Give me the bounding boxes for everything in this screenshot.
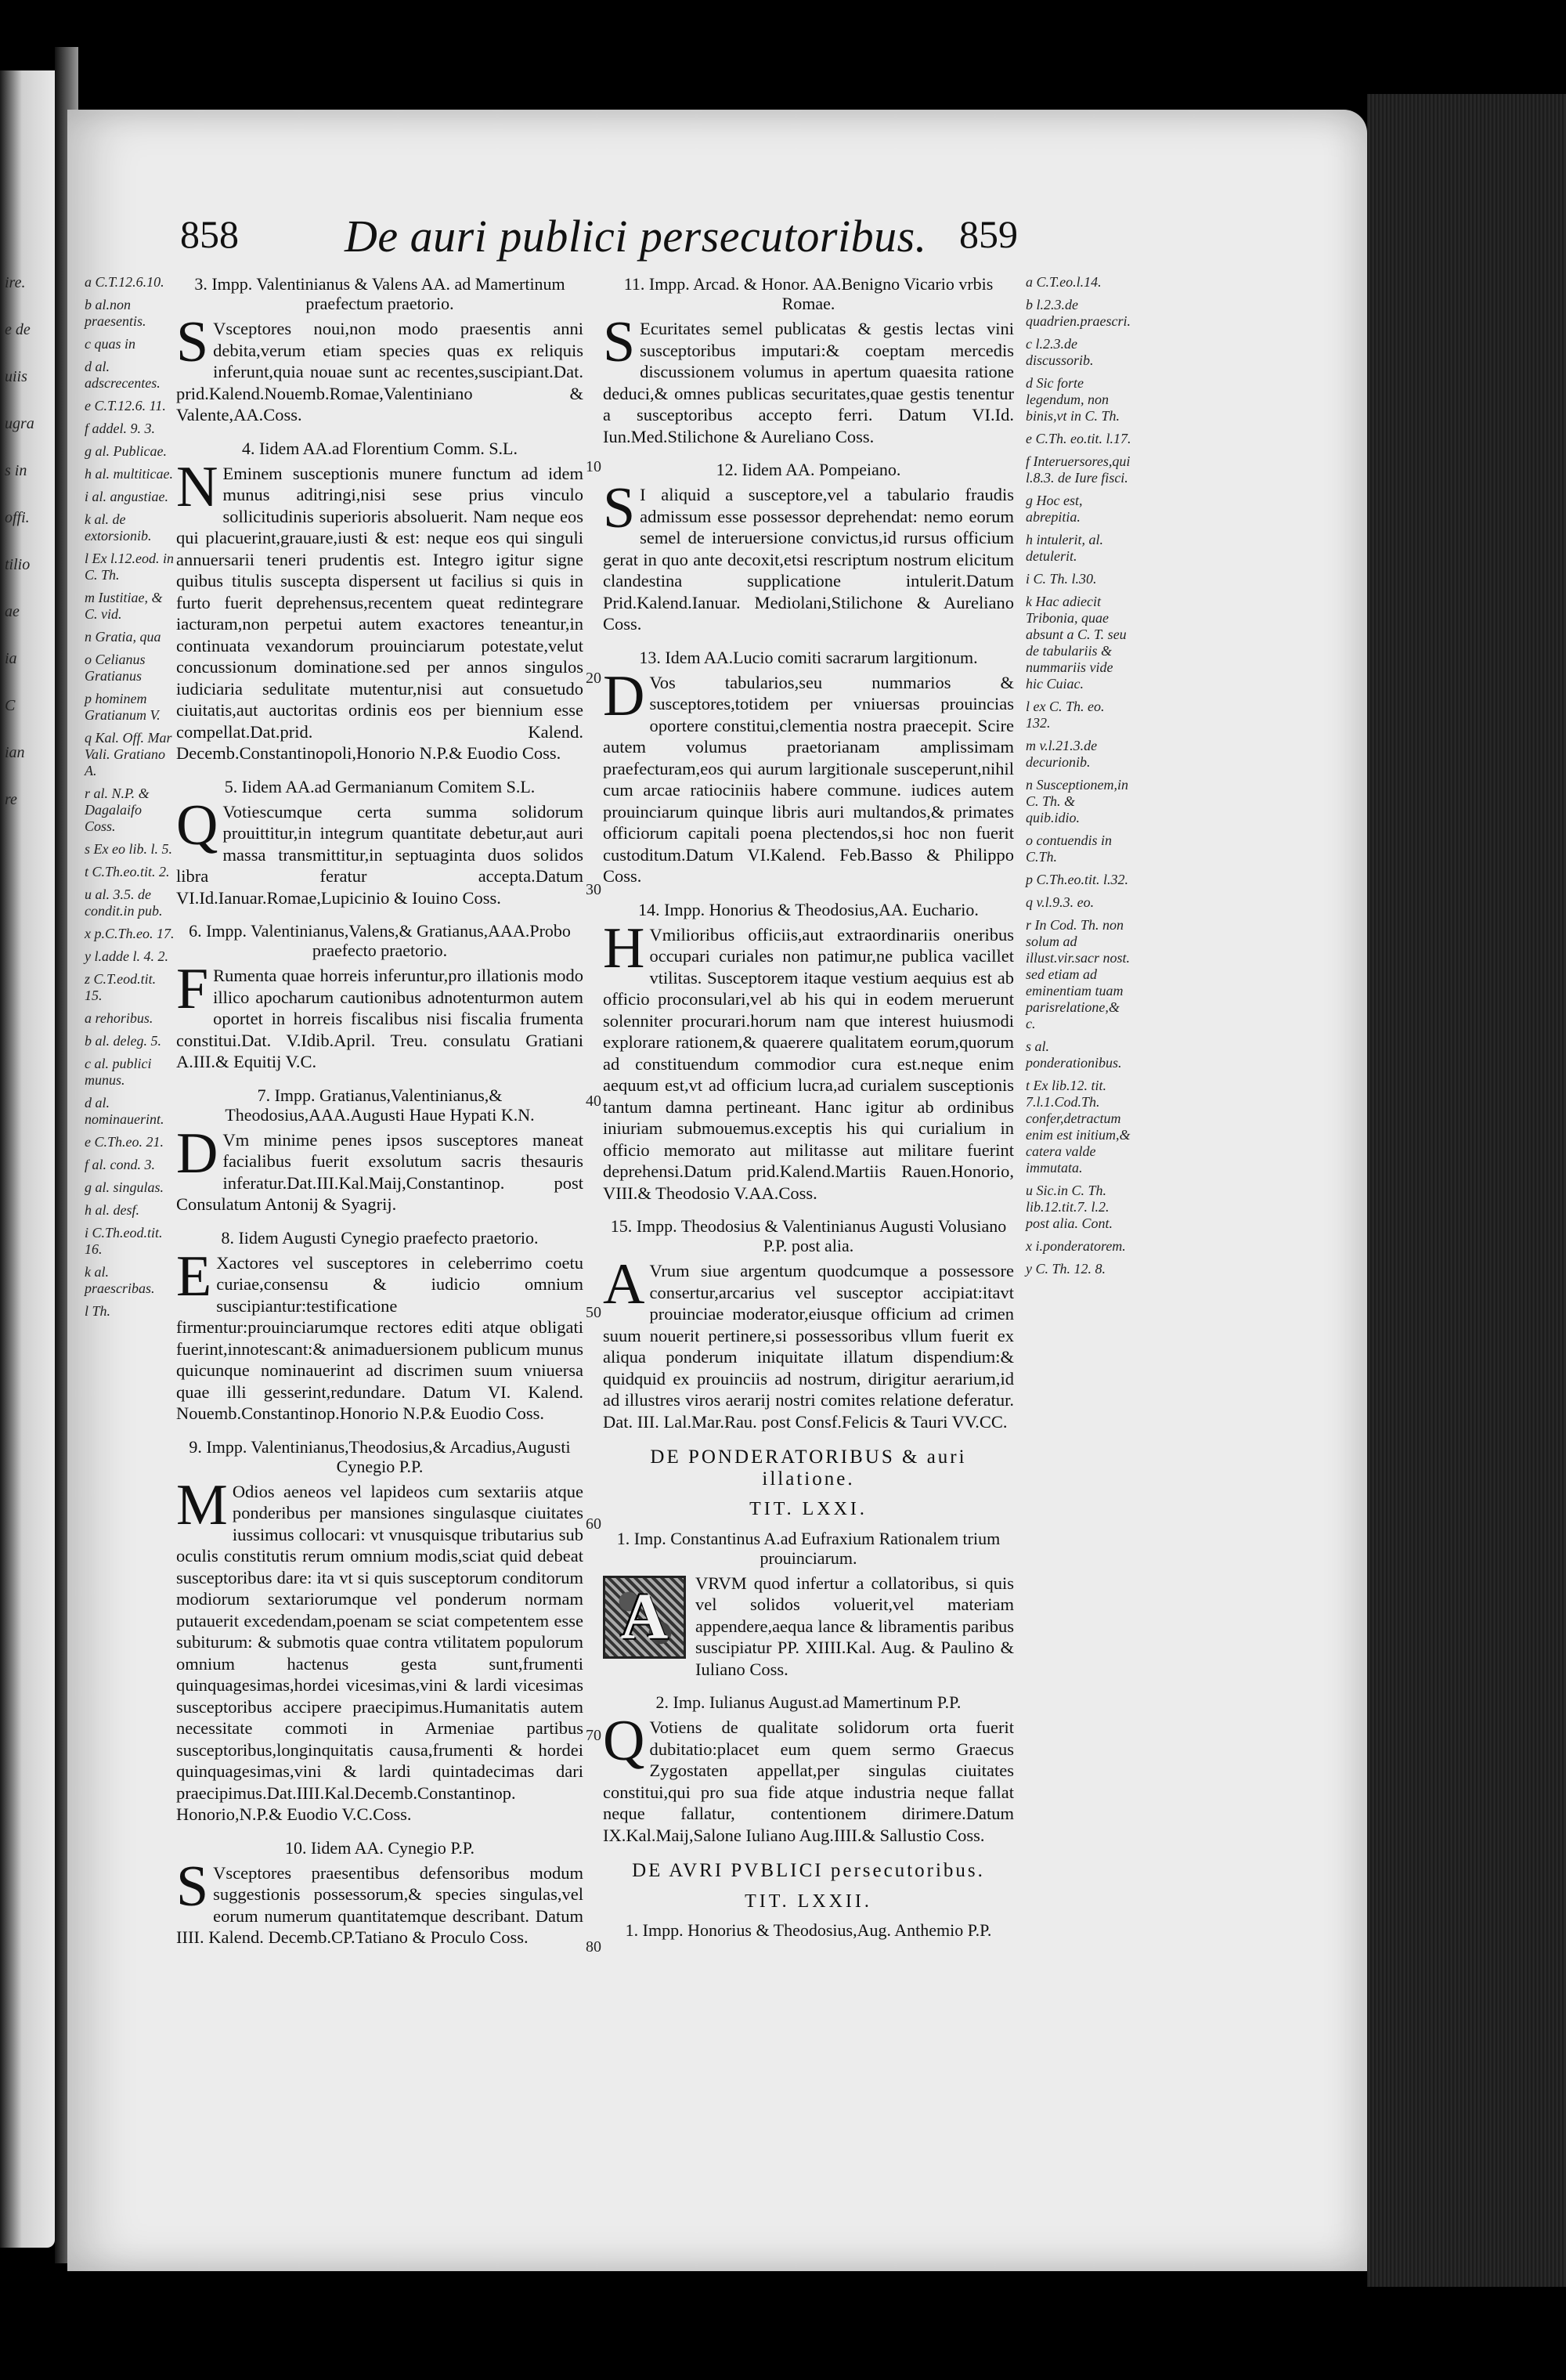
margin-note: u Sic.in C. Th. lib.12.tit.7. l.2. post alia. Cont.	[1026, 1183, 1113, 1231]
margin-note: f addel. 9. 3.	[85, 421, 155, 436]
previous-page-fragment: ian	[5, 744, 25, 761]
previous-page-fragment: ia	[5, 650, 17, 667]
law-body	[603, 663, 1014, 887]
law-body	[603, 310, 1014, 447]
margin-note: e C.Th. eo.tit. l.17.	[1026, 431, 1131, 446]
margin-note: s Ex eo lib. l. 5.	[85, 841, 172, 857]
law-heading: 12. Iidem AA. Pompeiano.	[716, 460, 901, 479]
margin-note: d al. adscrecentes.	[85, 359, 161, 391]
margin-note: i al. angustiae.	[85, 489, 168, 504]
section-72	[603, 1860, 1014, 1940]
law-entry	[176, 1228, 583, 1425]
margin-note: t C.Th.eo.tit. 2.	[85, 864, 170, 879]
previous-page-fragment: s in	[5, 462, 27, 479]
law-heading: 4. Iidem AA.ad Florentium Comm. S.L.	[242, 438, 518, 458]
page-number-right: 859	[959, 212, 1018, 256]
section-71	[603, 1446, 1014, 1846]
drop-capital: H	[603, 916, 645, 981]
margin-note: z C.T.eod.tit. 15.	[85, 971, 157, 1003]
law-body	[603, 1709, 1014, 1846]
section-71-heading: DE PONDERATORIBUS & auri illatione.	[650, 1446, 967, 1490]
margin-note: c quas in	[85, 336, 135, 352]
law-body	[603, 476, 1014, 635]
margin-note: i C.Th.eod.tit. 16.	[85, 1225, 163, 1257]
law-body	[176, 1121, 583, 1215]
margin-note: m v.l.21.3.de decurionib.	[1026, 738, 1098, 770]
margin-note: k al. praescribas.	[85, 1264, 155, 1296]
margin-note: e C.Th.eo. 21.	[85, 1134, 164, 1150]
line-number: 30	[586, 881, 601, 898]
margin-note: h intulerit, al. detulerit.	[1026, 532, 1103, 564]
margin-note: g Hoc est, abrepitia.	[1026, 493, 1083, 525]
margin-note: f Interuersores,qui l.8.3. de Iure fisci.	[1026, 453, 1131, 486]
drop-capital: S	[176, 310, 209, 374]
margin-note: k al. de extorsionib.	[85, 511, 152, 544]
right-text-column	[603, 274, 1014, 1940]
law-text: Rumenta quae horreis inferuntur,pro illationis modo illico apocharum cautionibus adnotenturmon autem oportet in horreis fiscalibus nisi fiscalia frumenta constitui.Dat. V.Idib.April. Treu. consulatu Gratiani A.III.& Equitij V.C.	[176, 966, 583, 1071]
law-body	[603, 1573, 1014, 1681]
margin-note: c l.2.3.de discussorib.	[1026, 336, 1094, 368]
law-text: Vsceptores noui,non modo praesentis anni debita,verum etiam species quas ex reliquis inferunt,quia nouae sunt ac recentes,suscipiant.Dat. prid.Kalend.Nouemb.Romae,Valentiniano & Valente,AA.Coss.	[176, 319, 583, 424]
law-heading: 14. Impp. Honorius & Theodosius,AA. Euchario.	[638, 899, 979, 919]
margin-note: t Ex lib.12. tit. 7.l.1.Cod.Th. confer,detractum enim est initium,& catera valde immutata.	[1026, 1078, 1131, 1176]
law-heading: 11. Impp. Arcad. & Honor. AA.Benigno Vicario vrbis Romae.	[623, 274, 994, 313]
law-text: Vm minime penes ipsos susceptores maneat facialibus fuerit exsolutum sacris thesauris inferatur.Dat.III.Kal.Maij,Constantinop. post Consulatum Antonij & Syagrij.	[176, 1129, 583, 1214]
previous-page-fragment: ugra	[5, 415, 34, 432]
section-72-heading: DE AVRI PVBLICI persecutoribus.	[632, 1860, 985, 1881]
margin-note: l Th.	[85, 1303, 111, 1319]
margin-note: n Gratia, qua	[85, 629, 161, 645]
margin-note: s al. ponderationibus.	[1026, 1038, 1122, 1071]
line-number: 20	[586, 670, 601, 687]
margin-note: g al. singulas.	[85, 1179, 164, 1195]
law-entry	[603, 1529, 1014, 1681]
law-body	[176, 957, 583, 1073]
law-body	[176, 454, 583, 764]
law-text: Vrum siue argentum quodcumque a possessore consertur,arcarius vel susceptor accipiat:itavt prouinciae moderator,eiusque officium ad crimen suum nouerit pertinere,si possessoribus vllum fuerit ex aliqua ponderum iniquitate illatum dispendium:& quidquid ex prouinciis ad nostrum, dirigitur aerarium,id ad illustres viros aerarij nostri comites relatione deferatur. Dat. III. Lal.Mar.Rau. post Consf.Felicis & Tauri VV.CC.	[603, 1261, 1014, 1432]
law-heading: 10. Iidem AA. Cynegio P.P.	[284, 1837, 475, 1858]
law-heading: 15. Impp. Theodosius & Valentinianus Augusti Volusiano P.P. post alia.	[610, 1216, 1007, 1255]
page-block-edge	[1367, 94, 1566, 2287]
margin-note: a rehoribus.	[85, 1010, 153, 1026]
law-heading: 8. Iidem Augusti Cynegio praefecto praetorio.	[221, 1227, 539, 1248]
previous-page-fragment: C	[5, 697, 16, 714]
margin-note: k Hac adiecit Tribonia, quae absunt a C. T. seu de tabulariis & nummariis vide hic Cuiac.	[1026, 594, 1127, 692]
previous-page-fragment: e de	[5, 321, 31, 338]
margin-note: n Susceptionem,in C. Th. & quib.idio.	[1026, 777, 1128, 825]
law-entry	[603, 460, 1014, 635]
law-text: Vsceptores praesentibus defensoribus modum suggestionis possessorum,& species singulas,vel eorum numerum quantitatemque describant. Datum IIII. Kalend. Decemb.CP.Tatiano & Proculo Coss.	[176, 1862, 583, 1947]
ornamental-initial: A	[603, 1576, 686, 1659]
previous-page-fragment: uiis	[5, 368, 27, 385]
margin-note: q Kal. Off. Mar Vali. Gratiano A.	[85, 730, 172, 778]
law-entry	[603, 274, 1014, 447]
margin-note: c al. publici munus.	[85, 1056, 152, 1088]
margin-note: d Sic forte legendum, non binis,vt in C. Th.	[1026, 375, 1120, 424]
law-entry	[176, 921, 583, 1073]
margin-note: b al. deleg. 5.	[85, 1033, 161, 1049]
law-body	[176, 1244, 583, 1425]
margin-note: x p.C.Th.eo. 17.	[85, 926, 175, 941]
law-entry	[603, 1692, 1014, 1846]
margin-note: i C. Th. l.30.	[1026, 571, 1097, 587]
page-number-left: 858	[180, 212, 239, 256]
law-body	[176, 1854, 583, 1948]
drop-capital: E	[176, 1244, 212, 1309]
law-text: I aliquid a susceptore,vel a tabulario fraudis admissum esse possessor deprehendat: nemo eorum semel de interuersione convictus,id rursus officium gerat in quo ante decoxit,etsi rescriptum nostrum elicitum clandestina supplicatione intulerit.Datum Prid.Kalend.Ianuar. Mediolani,Stilichone & Aureliano Coss.	[603, 485, 1014, 634]
law-heading: 6. Impp. Valentinianus,Valens,& Gratianus,AAA.Probo praefecto praetorio.	[189, 921, 571, 960]
left-margin-notes	[85, 274, 175, 1326]
previous-page-edge	[0, 70, 55, 2248]
section-71-tit: TIT. LXXI.	[749, 1499, 868, 1519]
drop-capital: N	[176, 454, 218, 519]
margin-note: m Iustitiae, & C. vid.	[85, 590, 163, 622]
running-title: De auri publici persecutoribus.	[345, 211, 927, 262]
law-text: Votiescumque certa summa solidorum prouittitur,in integrum quantitate debetur,aut auri massa transmittitur,in septuaginta duos solidos libra feratur accepta.Datum VI.Id.Ianuar.Romae,Lupicinio & Iouino Coss.	[176, 801, 583, 908]
previous-page-fragment: ae	[5, 603, 20, 620]
law-entry	[603, 648, 1014, 887]
law-text: Eminem susceptionis munere functum ad idem munus aditringi,nisi sese prius vinculo sollicitudinis superioris absoluerit. Nam neque eos qui placuerint,grauare,iusti & est: neque eos qui singuli annuersarii teneri prudentis est. Integro igitur signe quibus titulis suscepta dispersent ut facilius si quis in furto fuerit deprehensus,recentem queat redintegrare iacturam,non perpetui autem exactores teneantur,in continuata vexandorum prouinciarum potestate,velut concussionum dominatione.sed per annos singulos iudiciaria sedulitate mutentur,nisi aut consuetudo ciuitatis,aut auctoritas ordinis eos per biennium esse compellat.Dat.prid. Kalend. Decemb.Constantinopoli,Honorio N.P.& Euodio Coss.	[176, 463, 583, 763]
law-heading: 1. Impp. Honorius & Theodosius,Aug. Anthemio P.P.	[625, 1920, 992, 1940]
law-text: Odios aeneos vel lapideos cum sextariis atque ponderibus per mansiones singulasque ciuitates iussimus collocari: vt vnusquisque tributarius sub oculis constitutis rerum omnium modis,sciat quid debeat susceptoribus dare: ita vt si quis susceptorum conditorum modiorum sextariorumque vel ponderum normam putauerit excedendam,poenam se sciat competentem esse subiturum: & submotis quae contra vtilitatem populorum omnium hactenus gesta sunt,frumenti quinquagesimas,hordei vicesimas,vini & lardi vicesimas susceptoribus accipere praecipimus.Humanitatis autem necessitate commoti in Armeniae partibus susceptoribus,longinquitatis causa,frumenti & hordei quinquagesimas,vini & lardi quintadecimas dari praecipimus.Dat.IIII.Kal.Decemb.Constantinop. Honorio,N.P.& Euodio V.C.Coss.	[176, 1481, 583, 1824]
margin-note: e C.T.12.6. 11.	[85, 398, 166, 414]
drop-capital: F	[176, 957, 209, 1021]
law-text: Vmilioribus officiis,aut extraordinariis oneribus occupari curiales non patimur,ne publica vacillet vtilitas. Susceptorem itaque vestium aequius est ab officio proconsulari,vel ab his qui in eodem meruerunt solenniter procurari.horum nam que interest huiusmodi explorare rationem,& quaerere qualitatem eorum,quorum ad constituendum commodior cura est.neque enim aequum est,vt ad officium lucra,ad curialem susceptionis tantum damna pertineant. Hanc igitur ab ordinibus iniuriam submouemus.exceptis his qui curialium in officio memorato aut militasse aut militare fuerint deprehensi.Datum prid.Kalend.Martiis Rauen.Honorio, VIII.& Theodosio V.AA.Coss.	[603, 924, 1014, 1203]
drop-capital: S	[603, 310, 636, 374]
law-heading: 1. Imp. Constantinus A.ad Eufraxium Rationalem trium prouinciarum.	[616, 1528, 1001, 1568]
margin-note: r al. N.P. & Dagalaifo Coss.	[85, 786, 150, 834]
margin-note: a C.T.eo.l.14.	[1026, 274, 1102, 290]
law-text: Ecuritates semel publicatas & gestis lectas vini susceptoribus imputari:& coeptam mercedis discussionem volumus in apertum quaesita ratione deduci,& omnes publicas securitates,quae gestis tenentur a susceptoribus accepto ferri. Datum VI.Id. Iun.Med.Stilichone & Aureliano Coss.	[603, 319, 1014, 446]
margin-note: h al. desf.	[85, 1202, 139, 1218]
law-body	[176, 310, 583, 426]
margin-note: l ex C. Th. eo. 132.	[1026, 699, 1105, 731]
drop-capital: Q	[176, 793, 218, 858]
margin-note: d al. nominauerint.	[85, 1095, 164, 1127]
margin-note: h al. multiticae.	[85, 466, 173, 482]
right-margin-notes	[1026, 274, 1131, 1284]
law-heading: 2. Imp. Iulianus August.ad Mamertinum P.P.	[655, 1692, 962, 1712]
law-text: Xactores vel susceptores in celeberrimo coetu curiae,consensu & iudicio omnium suscipiantur:testificatione firmentur:prouinciarumque rectores editi atque obligati fuerint,innotescant:& animaduersionem publicum munus quicunque nominauerint ad discrimen suum vniuersa quae illi gesserint,redundare. Datum VI. Kalend. Nouemb.Constantinop.Honorio N.P.& Euodio Coss.	[176, 1252, 583, 1423]
margin-note: f al. cond. 3.	[85, 1157, 155, 1172]
drop-capital: M	[176, 1472, 228, 1537]
law-body	[603, 1252, 1014, 1432]
previous-page-fragment: ire.	[5, 274, 26, 291]
margin-note: o Celianus Gratianus	[85, 652, 146, 684]
margin-note: o contuendis in C.Th.	[1026, 832, 1112, 865]
law-entry	[176, 1838, 583, 1948]
line-number: 70	[586, 1727, 601, 1744]
line-number: 50	[586, 1304, 601, 1321]
drop-capital: Q	[603, 1709, 645, 1773]
section-72-tit: TIT. LXXII.	[745, 1891, 872, 1912]
margin-note: y l.adde l. 4. 2.	[85, 948, 168, 964]
law-body	[176, 793, 583, 909]
margin-note: r In Cod. Th. non solum ad illust.vir.sacr nost. sed etiam ad eminentiam tuam parisrelatione,& c.	[1026, 917, 1131, 1031]
law-heading: 13. Idem AA.Lucio comiti sacrarum largitionum.	[639, 647, 978, 667]
drop-capital: A	[603, 1252, 645, 1316]
line-number: 10	[586, 458, 601, 475]
line-number: 60	[586, 1515, 601, 1533]
law-entry	[176, 274, 583, 426]
margin-note: y C. Th. 12. 8.	[1026, 1261, 1106, 1277]
line-number: 80	[586, 1938, 601, 1956]
law-entry	[603, 1216, 1014, 1432]
law-entry	[603, 900, 1014, 1204]
margin-note: b al.non praesentis.	[85, 297, 146, 329]
margin-note: u al. 3.5. de condit.in pub.	[85, 887, 163, 919]
law-heading: 5. Iidem AA.ad Germanianum Comitem S.L.	[224, 776, 536, 796]
law-text: VRVM quod infertur a collatoribus, si quis vel solidos voluerit,vel materiam appendere,aequa lance & libramentis paribus suscipiatur PP. XIIII.Kal. Aug. & Paulino & Iuliano Coss.	[695, 1573, 1014, 1679]
law-text: Vos tabularios,seu nummarios & susceptores,totidem per vniuersas prouincias oportere constitui,clementia nostra praecepit. Scire autem volumus praetorianam amplissimam praefecturam,eos qui aurum largitionale susceperunt,nihil cum arcae ratiociniis habere commune. iudices autem prouinciarum quinque libris auri multandos,& primates officiorum capitali poena plectendos,si hoc non fuerit custoditum.Datum VI.Kalend. Feb.Basso & Philippo Coss.	[603, 672, 1014, 886]
margin-note: q v.l.9.3. eo.	[1026, 894, 1095, 910]
line-number: 40	[586, 1092, 601, 1110]
law-entry	[176, 1437, 583, 1826]
margin-note: p hominem Gratianum V.	[85, 691, 161, 723]
page-header	[117, 211, 1018, 274]
drop-capital: S	[176, 1854, 209, 1919]
margin-note: a C.T.12.6.10.	[85, 274, 164, 290]
law-heading: 9. Impp. Valentinianus,Theodosius,& Arcadius,Augusti Cynegio P.P.	[189, 1436, 571, 1476]
law-entry	[176, 1085, 583, 1215]
law-body	[176, 1472, 583, 1826]
previous-page-fragment: re	[5, 791, 17, 808]
drop-capital: S	[603, 476, 636, 540]
margin-note: p C.Th.eo.tit. l.32.	[1026, 872, 1129, 887]
law-heading: 3. Impp. Valentinianus & Valens AA. ad Mamertinum praefectum praetorio.	[194, 274, 565, 313]
margin-note: g al. Publicae.	[85, 443, 167, 459]
law-entry	[176, 439, 583, 764]
previous-page-fragment: tilio	[5, 556, 31, 573]
margin-note: b l.2.3.de quadrien.praescri.	[1026, 297, 1131, 329]
law-heading: 7. Impp. Gratianus,Valentinianus,& Theodosius,AAA.Augusti Haue Hypati K.N.	[225, 1085, 535, 1125]
law-entry	[176, 777, 583, 909]
law-text: Votiens de qualitate solidorum orta fuerit dubitatio:placet eum quem sermo Graecus Zygostaten appellat,per singulas ciuitates constitui,qui pro sua fide atque industria neque fallat neque fallatur, contentionem dirimere.Datum IX.Kal.Maij,Salone Iuliano Aug.IIII.& Sallustio Coss.	[603, 1717, 1014, 1845]
margin-note: x i.ponderatorem.	[1026, 1238, 1126, 1254]
drop-capital: D	[603, 663, 645, 728]
law-body	[603, 916, 1014, 1204]
drop-capital: D	[176, 1121, 218, 1186]
margin-note: l Ex l.12.eod. in C. Th.	[85, 551, 174, 583]
previous-page-fragment: offi.	[5, 509, 30, 526]
left-text-column	[176, 274, 583, 1961]
